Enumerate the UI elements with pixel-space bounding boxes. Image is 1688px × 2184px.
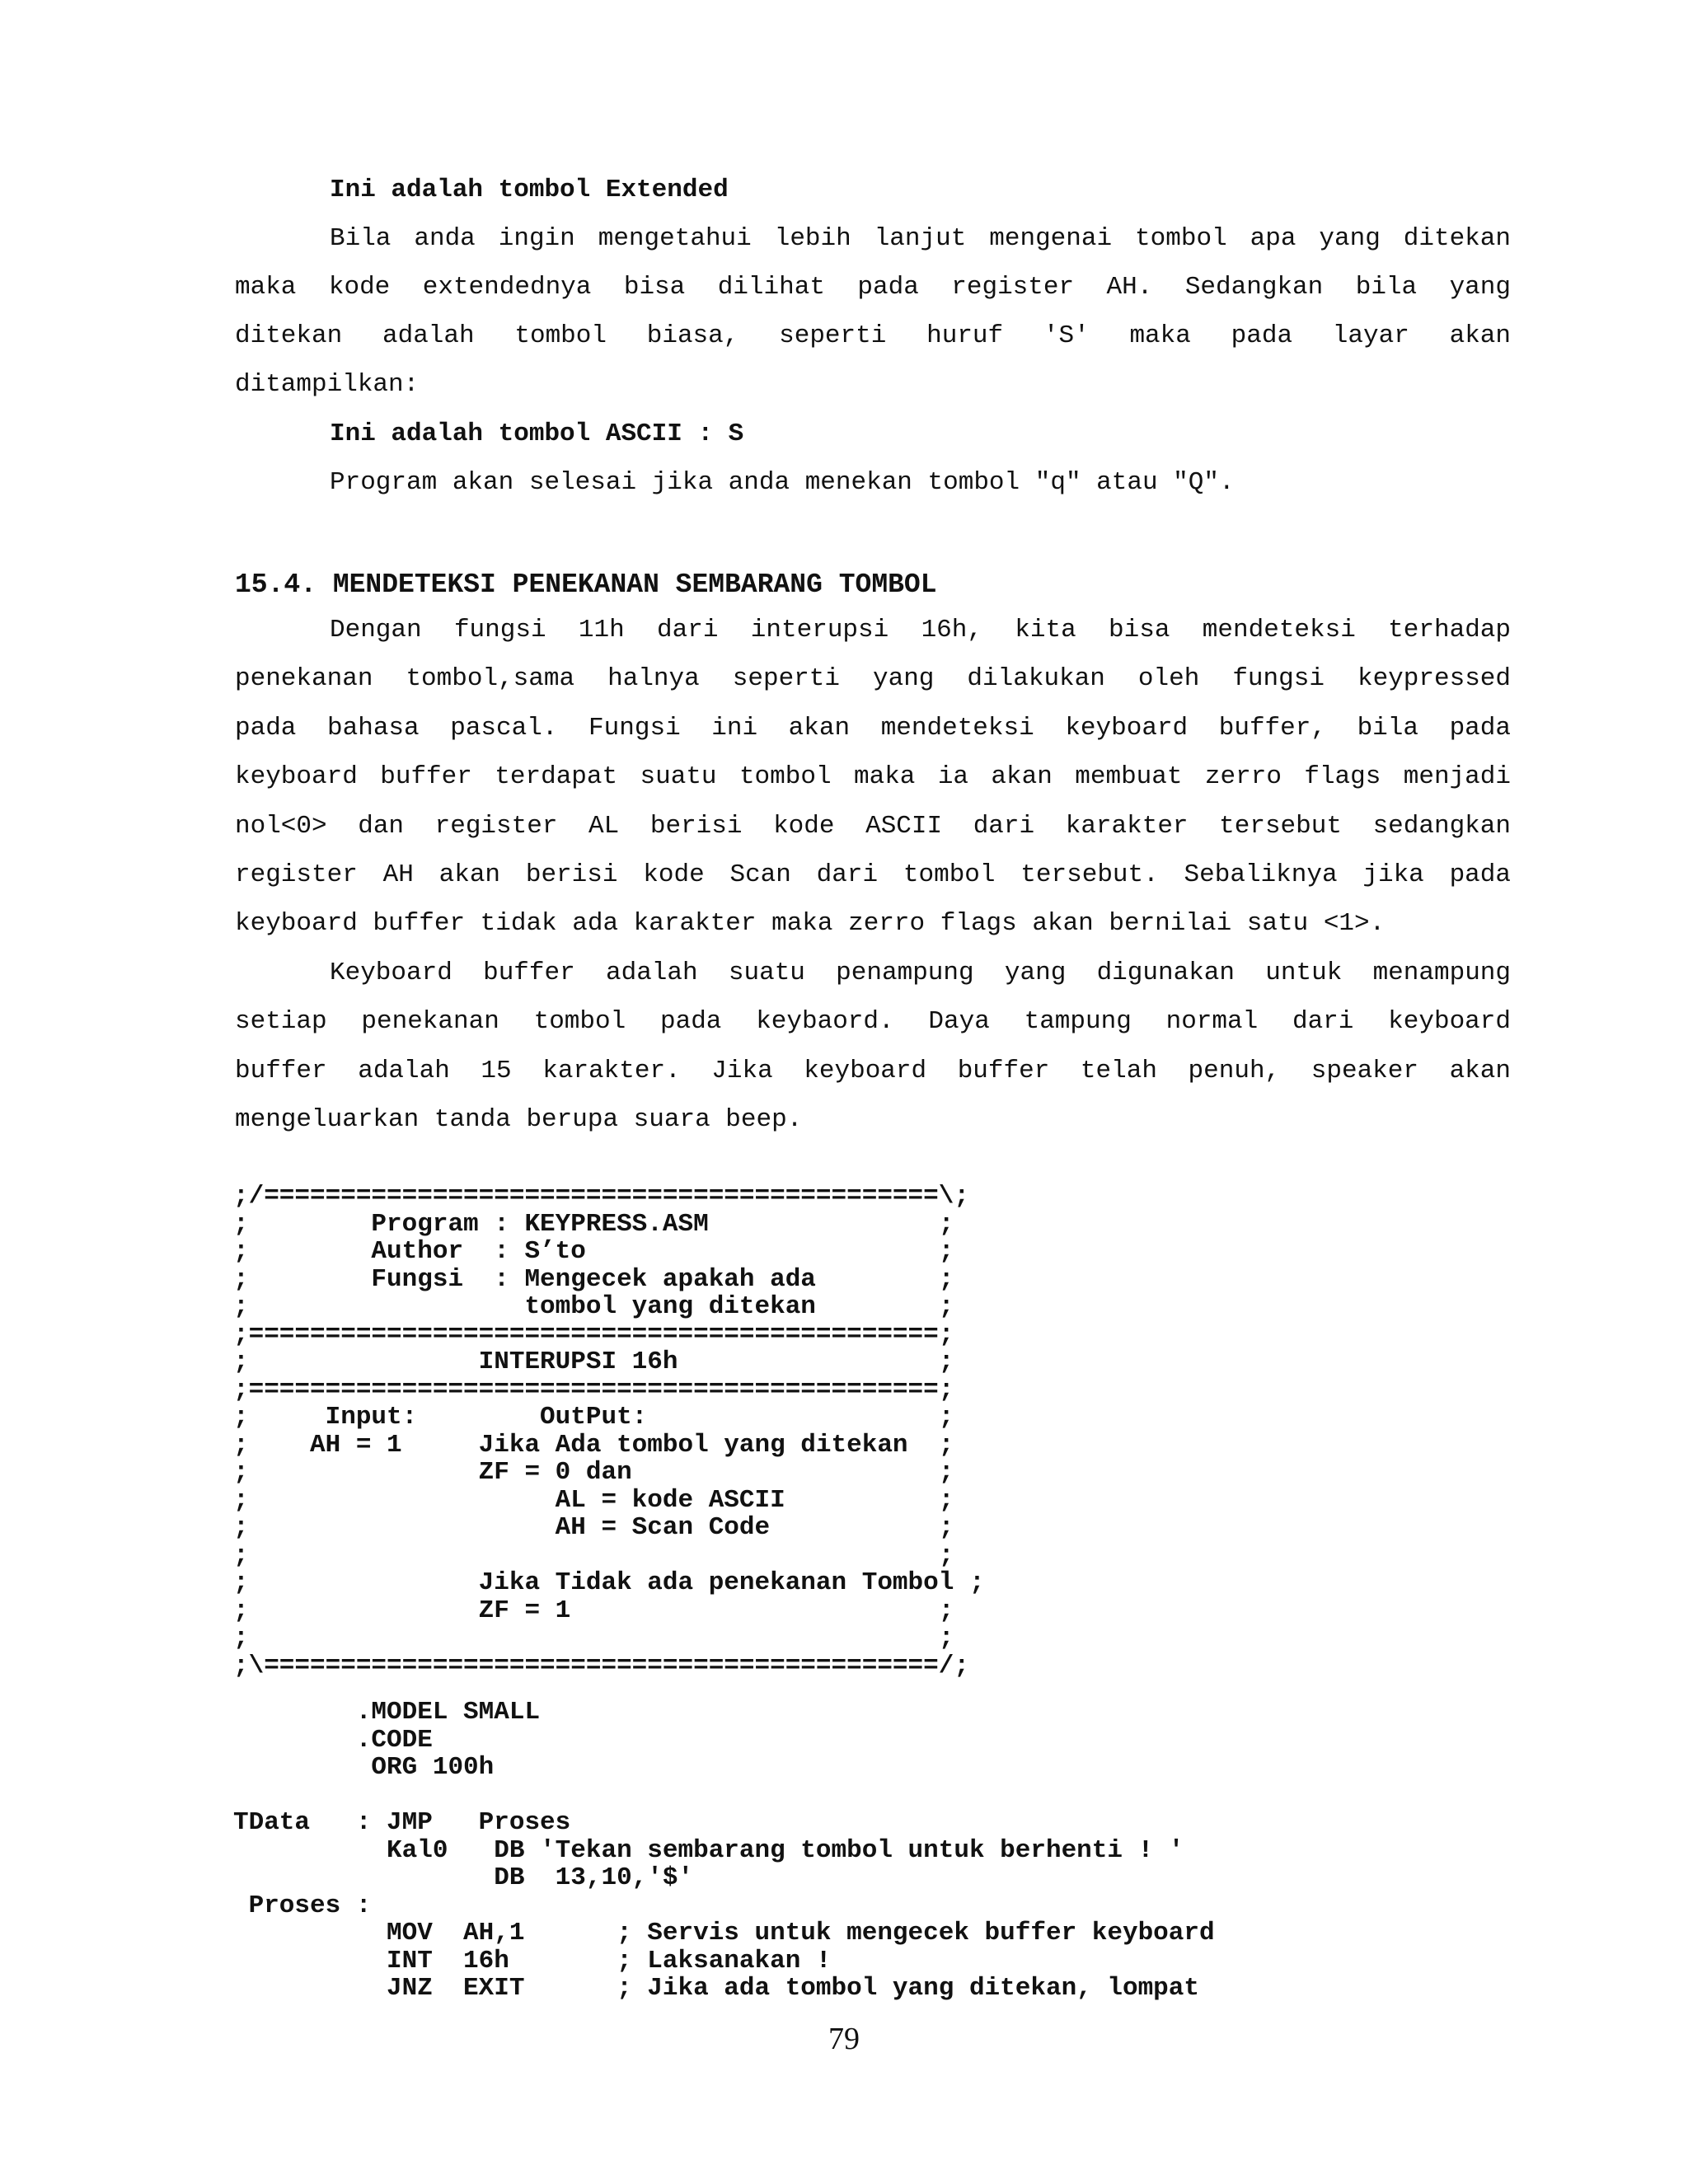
ascii-key-line: Ini adalah tombol ASCII : S: [330, 419, 744, 448]
paragraph-3-line-3: buffer adalah 15 karakter. Jika keyboard buffer telah penuh, speaker akan: [235, 1057, 1511, 1085]
code-header-comment-box: ;/============================================\; ; Program : KEYPRESS.ASM ; ; Author : S’to ; ; Fungsi : Mengecek apakah ada ; ; tombol yang ditekan ; ;=============================================; ; INTERUPSI 16h ; ;=============================================; ; Input: OutPut: ; ; AH = 1 Jika Ada tombol yang ditekan ; ; ZF = 0 dan ; ; AL = kode ASCII ; ; AH = Scan Code ; ; ; ; Jika Tidak ada penekanan Tombol ; ; ZF = 1 ; ; ; ;\============================================/;: [233, 1182, 985, 1680]
paragraph-2-line-4: keyboard buffer terdapat suatu tombol maka ia akan membuat zerro flags menjadi: [235, 762, 1511, 791]
paragraph-1-line-2: maka kode extendednya bisa dilihat pada register AH. Sedangkan bila yang: [235, 273, 1511, 302]
code-listing-body: .MODEL SMALL .CODE ORG 100h TData : JMP Proses Kal0 DB 'Tekan sembarang tombol untuk berhenti ! ' DB 13,10,'$' Proses : MOV AH,1 ; Servis untuk mengecek buffer keyboard INT 16h ; Laksanakan ! JNZ EXIT ; Jika ada tombol yang ditekan, lompat: [233, 1698, 1215, 2003]
exit-instruction-line: Program akan selesai jika anda menekan tombol "q" atau "Q".: [330, 468, 1235, 497]
paragraph-1-line-4: ditampilkan:: [235, 370, 420, 399]
paragraph-2-line-7: keyboard buffer tidak ada karakter maka zerro flags akan bernilai satu <1>.: [235, 909, 1386, 938]
paragraph-2-line-1: Dengan fungsi 11h dari interupsi 16h, kita bisa mendeteksi terhadap: [330, 616, 1511, 644]
paragraph-2-line-5: nol<0> dan register AL berisi kode ASCII dari karakter tersebut sedangkan: [235, 812, 1511, 841]
paragraph-3-line-1: Keyboard buffer adalah suatu penampung yang digunakan untuk menampung: [330, 958, 1511, 987]
section-heading: 15.4. MENDETEKSI PENEKANAN SEMBARANG TOMBOL: [235, 569, 937, 600]
paragraph-3-line-4: mengeluarkan tanda berupa suara beep.: [235, 1105, 803, 1134]
paragraph-1-line-1: Bila anda ingin mengetahui lebih lanjut mengenai tombol apa yang ditekan: [330, 224, 1511, 253]
paragraph-1-line-3: ditekan adalah tombol biasa, seperti huruf 'S' maka pada layar akan: [235, 321, 1511, 350]
paragraph-2-line-2: penekanan tombol,sama halnya seperti yang dilakukan oleh fungsi keypressed: [235, 664, 1511, 693]
paragraph-2-line-6: register AH akan berisi kode Scan dari tombol tersebut. Sebaliknya jika pada: [235, 860, 1511, 889]
paragraph-3-line-2: setiap penekanan tombol pada keybaord. Daya tampung normal dari keyboard: [235, 1007, 1511, 1036]
extended-key-line: Ini adalah tombol Extended: [330, 176, 729, 204]
paragraph-2-line-3: pada bahasa pascal. Fungsi ini akan mendeteksi keyboard buffer, bila pada: [235, 714, 1511, 743]
page-number: 79: [828, 2022, 860, 2056]
